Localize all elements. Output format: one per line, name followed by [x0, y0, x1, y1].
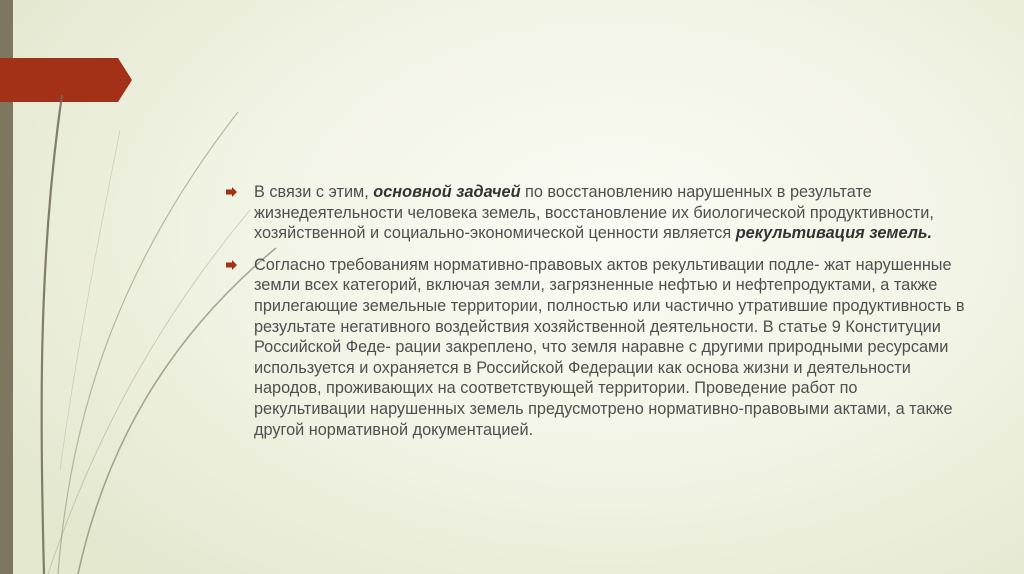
content-area [226, 182, 966, 451]
arrow-right-icon [226, 260, 237, 270]
bullet-item-2 [226, 255, 966, 440]
emphasis-recultivation: рекультивация земель. [735, 224, 933, 243]
text-run: по восстановлению нарушенных в результате жизнедеятельности человека земель, восстановление их биологической продуктивности, хозяйственной и социально-экономической ценности является [254, 183, 934, 243]
bullet-item-1 [226, 182, 966, 244]
bullet-text-1 [254, 183, 934, 242]
text-run: В связи с этим, [254, 183, 374, 201]
bullet-text-2: Согласно требованиям нормативно-правовых актов рекультивации подле- жат нарушенные земли всех категорий, включая земли, загрязненные нефтью и нефтепродуктами, а также прилегающие земельные территории, полностью или частично утратившие продуктивность в результате негативного воздействия хозяйственной деятельности. В статье 9 Конституции Российской Феде- рации закреплено, что земля наравне с другими природными ресурсами используется и охраняется в Российской Федерации как основа жизни и деятельности народов, проживающих на соответствующей территории. Проведение работ по рекультивации нарушенных земель предусмотрено нормативно-правовыми актами, а также другой нормативной документацией. [254, 255, 965, 439]
arrow-right-icon [226, 187, 237, 197]
emphasis-main-task: основной задачей [373, 183, 521, 201]
